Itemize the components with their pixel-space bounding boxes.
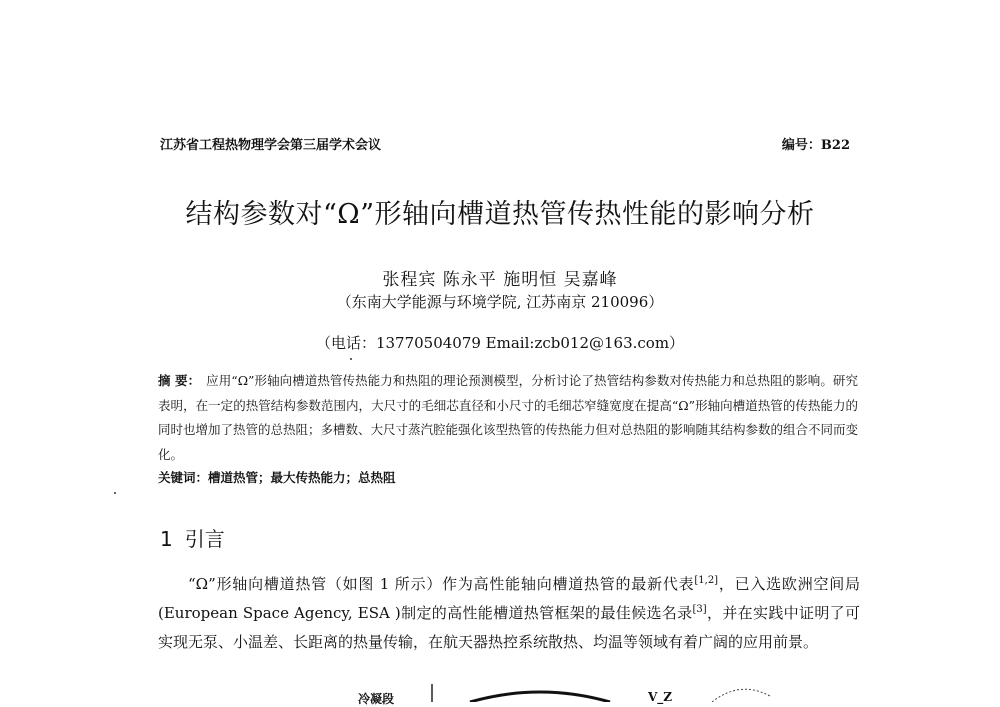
abstract bbox=[158, 369, 858, 467]
keywords bbox=[158, 468, 396, 486]
body-text-part2: ，已入选欧洲空间局(European Space Agency, ESA )制定的高性能槽道热管框架的最佳候选名录 bbox=[158, 575, 860, 622]
keywords-label: 关键词： bbox=[158, 470, 209, 485]
figure-label-vz: V_Z bbox=[648, 690, 673, 704]
keywords-text: 槽道热管；最大传热能力；总热阻 bbox=[208, 470, 396, 485]
body-text-part3: ，并在实践中证明了可实现无泵、小温差、长距离的热量传输，在航天器热控系统散热、均温等领域有着广阔的应用前景。 bbox=[158, 604, 860, 651]
section-title: 引言 bbox=[184, 527, 225, 551]
section-number: 1 bbox=[160, 527, 173, 551]
citation-ref-1: [1,2] bbox=[694, 575, 719, 586]
scan-speck bbox=[114, 492, 116, 494]
citation-ref-2: [3] bbox=[692, 604, 707, 615]
figure-fragment bbox=[0, 670, 1000, 702]
affiliation: （东南大学能源与环境学院, 江苏南京 210096） bbox=[336, 293, 664, 311]
abstract-text: 应用“Ω”形轴向槽道热管传热能力和热阻的理论预测模型，分析讨论了热管结构参数对传热能力和总热阻的影响。研究表明，在一定的热管结构参数范围内，大尺寸的毛细芯直径和小尺寸的毛细芯窄缝宽度在提高“Ω”形轴向槽道热管的传热能力的同时也增加了热管的总热阻；多槽数、大尺寸蒸汽腔能强化该型热管的传热能力但对总热阻的影响随其结构参数的组合不同而变化。 bbox=[158, 373, 859, 462]
body-text-part1: “Ω”形轴向槽道热管（如图 1 所示）作为高性能轴向槽道热管的最新代表 bbox=[188, 575, 695, 593]
section-heading bbox=[160, 523, 225, 552]
contact-info: （电话：13770504079 Email:zcb012@163.com） bbox=[315, 334, 685, 352]
figure-heatpipe-arc bbox=[470, 692, 610, 702]
conference-header: 江苏省工程热物理学会第三届学术会议 bbox=[160, 138, 382, 153]
body-paragraph bbox=[158, 570, 860, 657]
paper-title: 结构参数对“Ω”形轴向槽道热管传热性能的影响分析 bbox=[185, 199, 815, 230]
authors: 张程宾 陈永平 施明恒 吴嘉峰 bbox=[382, 270, 618, 290]
figure-dashed-arc bbox=[712, 689, 770, 702]
scan-speck bbox=[350, 358, 352, 360]
figure-label-condenser: 冷凝段 bbox=[358, 692, 395, 706]
paper-number: 编号：B22 bbox=[781, 138, 850, 153]
abstract-label: 摘 要： bbox=[158, 373, 201, 388]
